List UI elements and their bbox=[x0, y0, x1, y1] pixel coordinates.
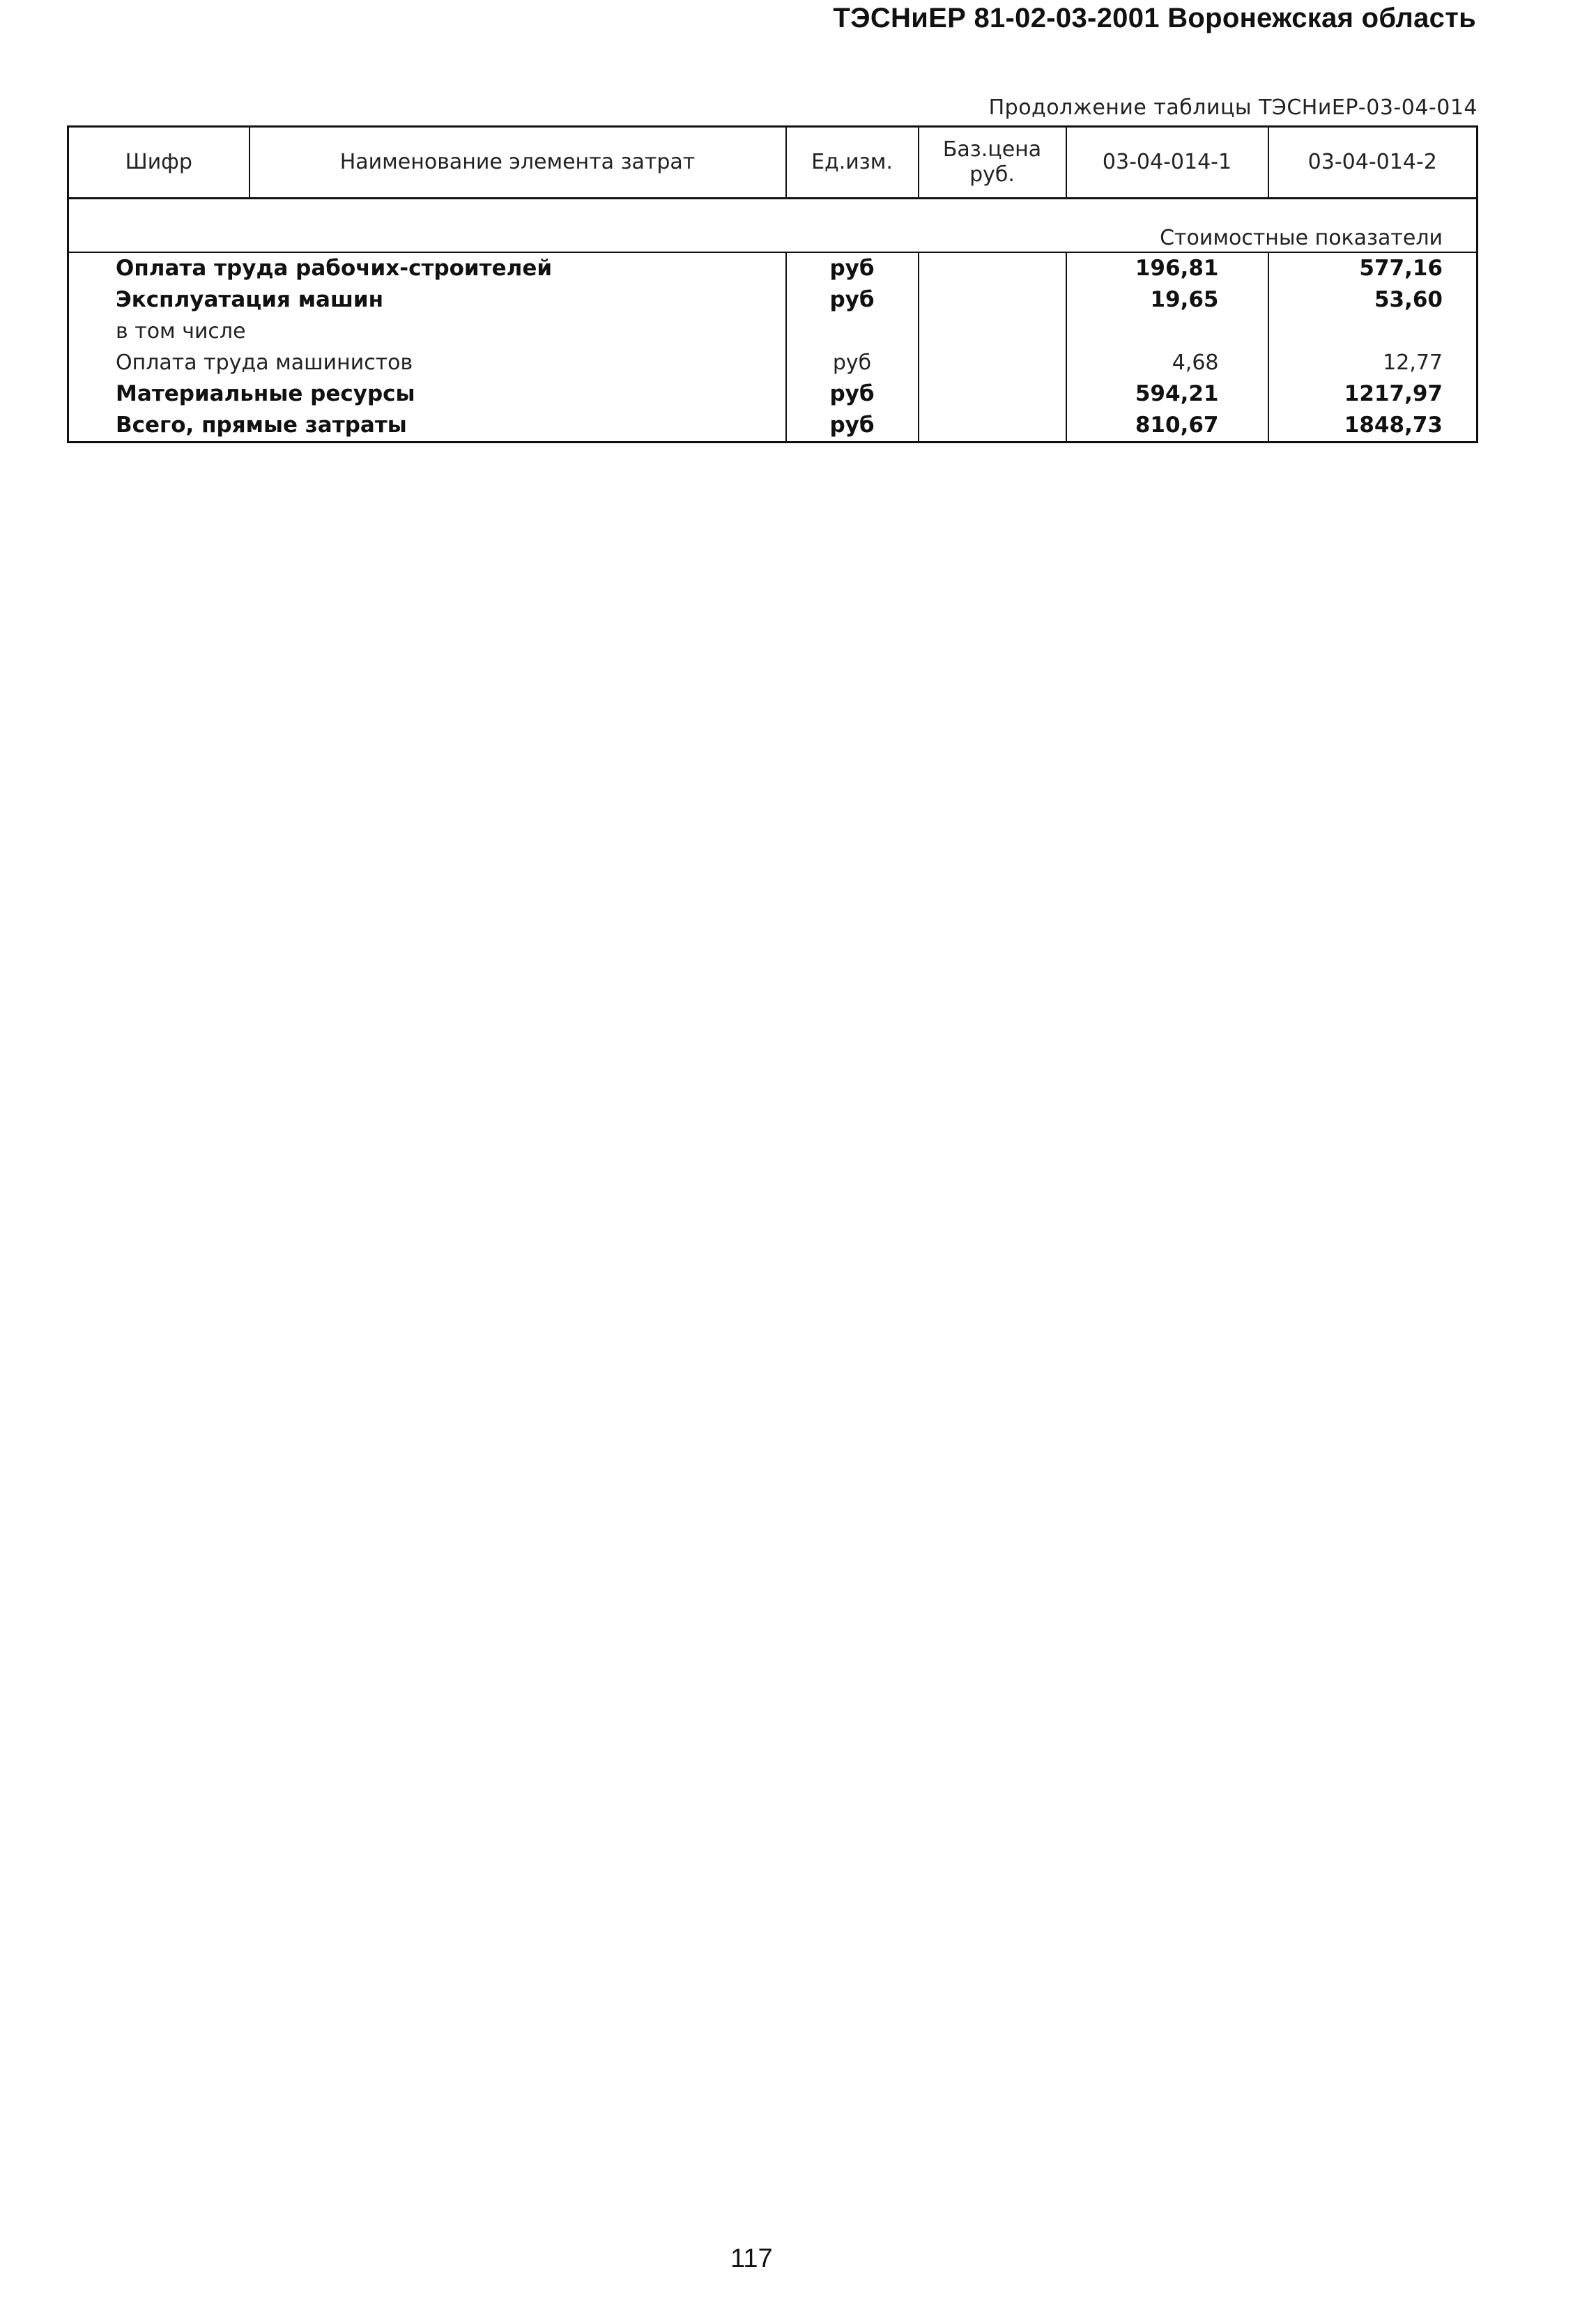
row-base-price bbox=[919, 316, 1066, 347]
row-name: Эксплуатация машин bbox=[68, 284, 786, 316]
row-unit: руб bbox=[786, 252, 919, 284]
row-unit: руб bbox=[786, 347, 919, 378]
table-caption: Продолжение таблицы ТЭСНиЕР-03-04-014 bbox=[988, 95, 1478, 120]
table-row bbox=[68, 378, 1478, 410]
table-row bbox=[68, 347, 1478, 378]
column-header-col1: 03-04-014-1 bbox=[1066, 127, 1268, 199]
row-unit: руб bbox=[786, 410, 919, 443]
table-row bbox=[68, 410, 1478, 443]
row-value-col1 bbox=[1066, 316, 1268, 347]
column-header-col2: 03-04-014-2 bbox=[1268, 127, 1478, 199]
base-price-label: Баз.цена bbox=[942, 137, 1042, 162]
section-title: Стоимостные показатели bbox=[68, 199, 1478, 253]
row-name: в том числе bbox=[68, 316, 786, 347]
row-name: Оплата труда рабочих-строителей bbox=[68, 252, 786, 284]
cost-table bbox=[67, 125, 1478, 443]
row-base-price bbox=[919, 284, 1066, 316]
column-header-base-price bbox=[919, 127, 1066, 199]
row-unit: руб bbox=[786, 378, 919, 410]
row-value-col1: 196,81 bbox=[1066, 252, 1268, 284]
table-row bbox=[68, 284, 1478, 316]
row-name: Материальные ресурсы bbox=[68, 378, 786, 410]
row-value-col2: 12,77 bbox=[1268, 347, 1478, 378]
column-header-code: Шифр bbox=[68, 127, 250, 199]
row-unit bbox=[786, 316, 919, 347]
row-name: Всего, прямые затраты bbox=[68, 410, 786, 443]
row-base-price bbox=[919, 378, 1066, 410]
row-value-col1: 19,65 bbox=[1066, 284, 1268, 316]
table-row bbox=[68, 252, 1478, 284]
section-row bbox=[68, 199, 1478, 253]
table-header-row bbox=[68, 127, 1478, 199]
row-value-col2: 1848,73 bbox=[1268, 410, 1478, 443]
column-header-name: Наименование элемента затрат bbox=[250, 127, 786, 199]
table-row bbox=[68, 316, 1478, 347]
row-name: Оплата труда машинистов bbox=[68, 347, 786, 378]
row-value-col2: 53,60 bbox=[1268, 284, 1478, 316]
document-header: ТЭСНиЕР 81-02-03-2001 Воронежская область bbox=[833, 3, 1476, 33]
page-number: 117 bbox=[730, 2244, 773, 2273]
row-unit: руб bbox=[786, 284, 919, 316]
row-value-col1: 594,21 bbox=[1066, 378, 1268, 410]
row-value-col2: 1217,97 bbox=[1268, 378, 1478, 410]
row-base-price bbox=[919, 347, 1066, 378]
row-value-col2: 577,16 bbox=[1268, 252, 1478, 284]
base-price-currency: руб. bbox=[969, 162, 1015, 187]
row-base-price bbox=[919, 252, 1066, 284]
row-value-col2 bbox=[1268, 316, 1478, 347]
row-value-col1: 4,68 bbox=[1066, 347, 1268, 378]
row-value-col1: 810,67 bbox=[1066, 410, 1268, 443]
row-base-price bbox=[919, 410, 1066, 443]
column-header-unit: Ед.изм. bbox=[786, 127, 919, 199]
